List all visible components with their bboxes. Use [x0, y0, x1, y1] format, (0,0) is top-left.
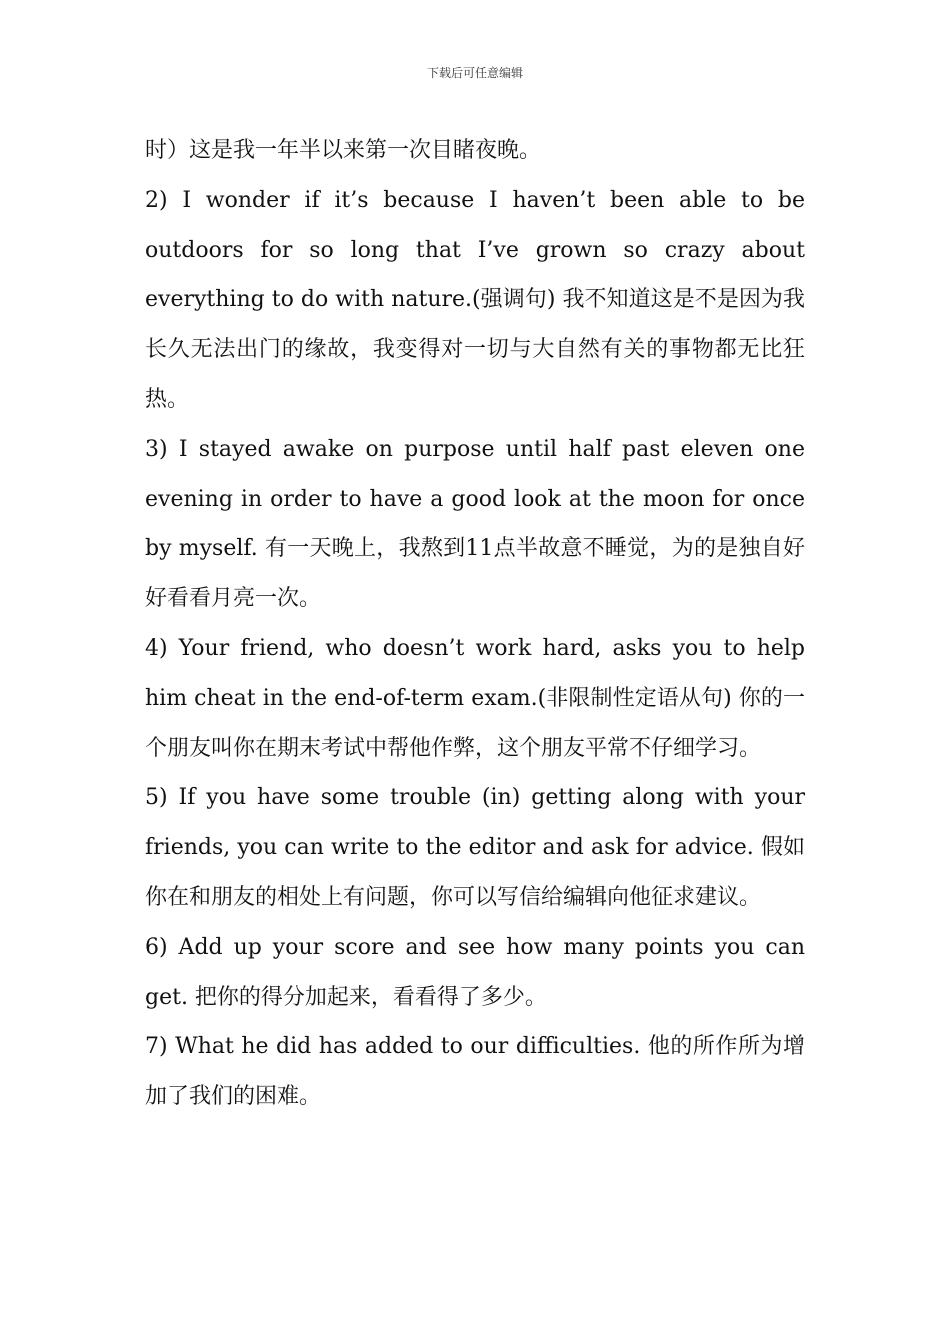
paragraph: 6) Add up your score and see how many points you can get. 把你的得分加起来，看看得了多少。 [145, 934, 805, 1010]
paragraph: 2) I wonder if it’s because I haven’t been able to be outdoors for so long that I’ve grown so crazy about everything to do with nature.(强调句) 我不知道这是不是因为我长久无法出门的缘故，我变得对一切与大自然有关的事物都无比狂热。 [145, 187, 805, 412]
paragraph: 时）这是我一年半以来第一次目睹夜晚。 [145, 138, 542, 163]
page-header: 下载后可任意编辑 [426, 66, 523, 80]
paragraph: 4) Your friend, who doesn’t work hard, asks you to help him cheat in the end-of-term exam.(非限制性定语从句) 你的一个朋友叫你在期末考试中帮他作弊，这个朋友平常不仔细学习。 [145, 635, 805, 761]
paragraph: 3) I stayed awake on purpose until half past eleven one evening in order to have a good look at the moon for once by myself. 有一天晚上，我熬到11点半故意不睡觉，为的是独自好好看看月亮一次。 [145, 436, 805, 612]
paragraph: 5) If you have some trouble (in) getting along with your friends, you can write to the editor and ask for advice. 假如你在和朋友的相处上有问题，你可以写信给编辑向他征求建议。 [145, 785, 805, 910]
document-body [145, 126, 805, 1122]
paragraph: 7) What he did has added to our difficulties. 他的所作所为增加了我们的困难。 [145, 1034, 805, 1110]
